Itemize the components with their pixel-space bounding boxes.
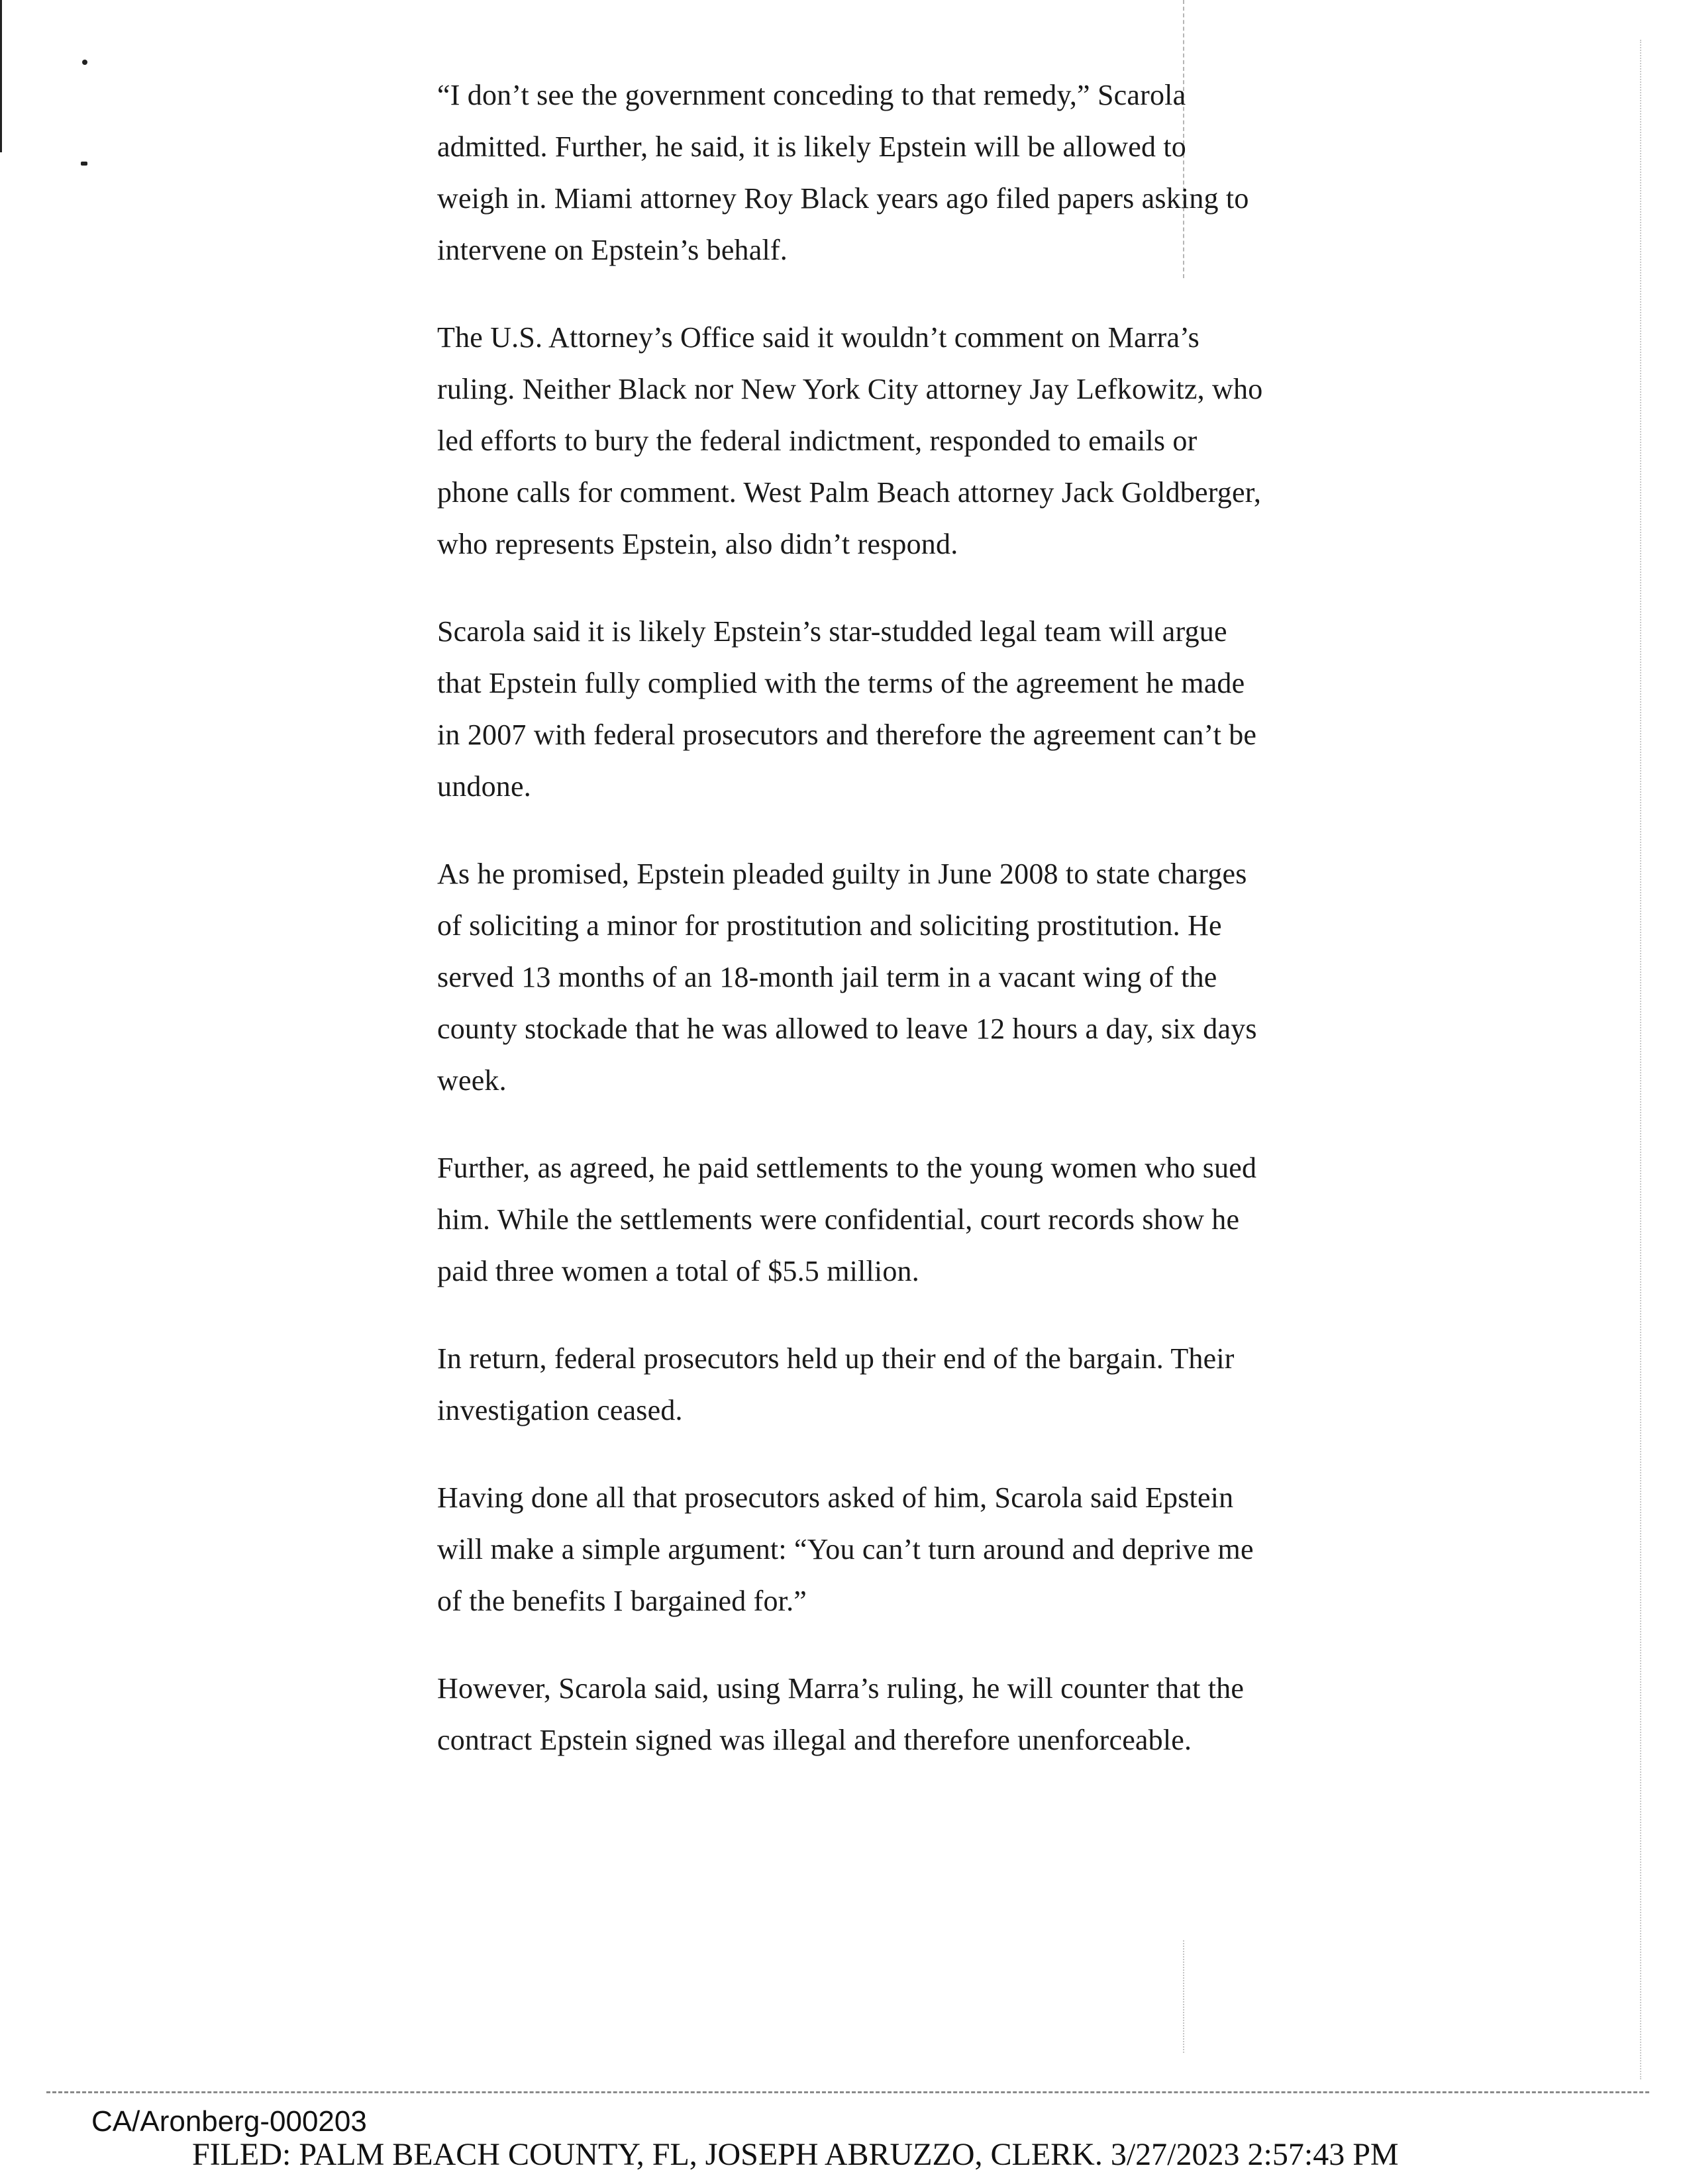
article-paragraph: Scarola said it is likely Epstein’s star-studded legal team will argue that Epstein fully complied with the terms of the agreement he made in 2007 with federal prosecutors and therefore the agreement can’t be undone. [437,615,1257,803]
article-paragraph: As he promised, Epstein pleaded guilty in June 2008 to state charges of soliciting a minor for prostitution and soliciting prostitution. He served 13 months of an 18-month jail term in a vacant wing of the county stockade that he was allowed to leave 12 hours a day, six days week. [437,858,1257,1097]
document-id: CA/Aronberg-000203 [91,2105,367,2138]
article-paragraph: In return, federal prosecutors held up their end of the bargain. Their investigation ceased. [437,1342,1235,1426]
scan-speck [82,60,87,65]
scan-edge-line [0,0,2,152]
article-paragraph: “I don’t see the government conceding to that remedy,” Scarola admitted. Further, he said, it is likely Epstein will be allowed to weigh in. Miami attorney Roy Black years ago filed papers asking to intervene on Epstein’s behalf. [437,79,1249,266]
scan-artifact-divider [46,2091,1649,2093]
article-paragraph: The U.S. Attorney’s Office said it wouldn’t comment on Marra’s ruling. Neither Black nor New York City attorney Jay Lefkowitz, who led efforts to bury the federal indictment, responded to emails or phone calls for comment. West Palm Beach attorney Jack Goldberger, who represents Epstein, also didn’t respond. [437,321,1263,560]
article-paragraph: Further, as agreed, he paid settlements to the young women who sued him. While the settlements were confidential, court records show he paid three women a total of $5.5 million. [437,1152,1257,1287]
scan-artifact-line [1640,40,1641,2079]
article-paragraph: However, Scarola said, using Marra’s ruling, he will counter that the contract Epstein signed was illegal and therefore unenforceable. [437,1672,1245,1756]
article-body [437,70,1265,1802]
scan-speck [81,162,87,166]
scan-artifact-line [1183,1940,1184,2053]
article-paragraph: Having done all that prosecutors asked of him, Scarola said Epstein will make a simple argument: “You can’t turn around and deprive me of the benefits I bargained for.” [437,1481,1254,1617]
filed-stamp: FILED: PALM BEACH COUNTY, FL, JOSEPH ABRUZZO, CLERK. 3/27/2023 2:57:43 PM [192,2137,1399,2172]
